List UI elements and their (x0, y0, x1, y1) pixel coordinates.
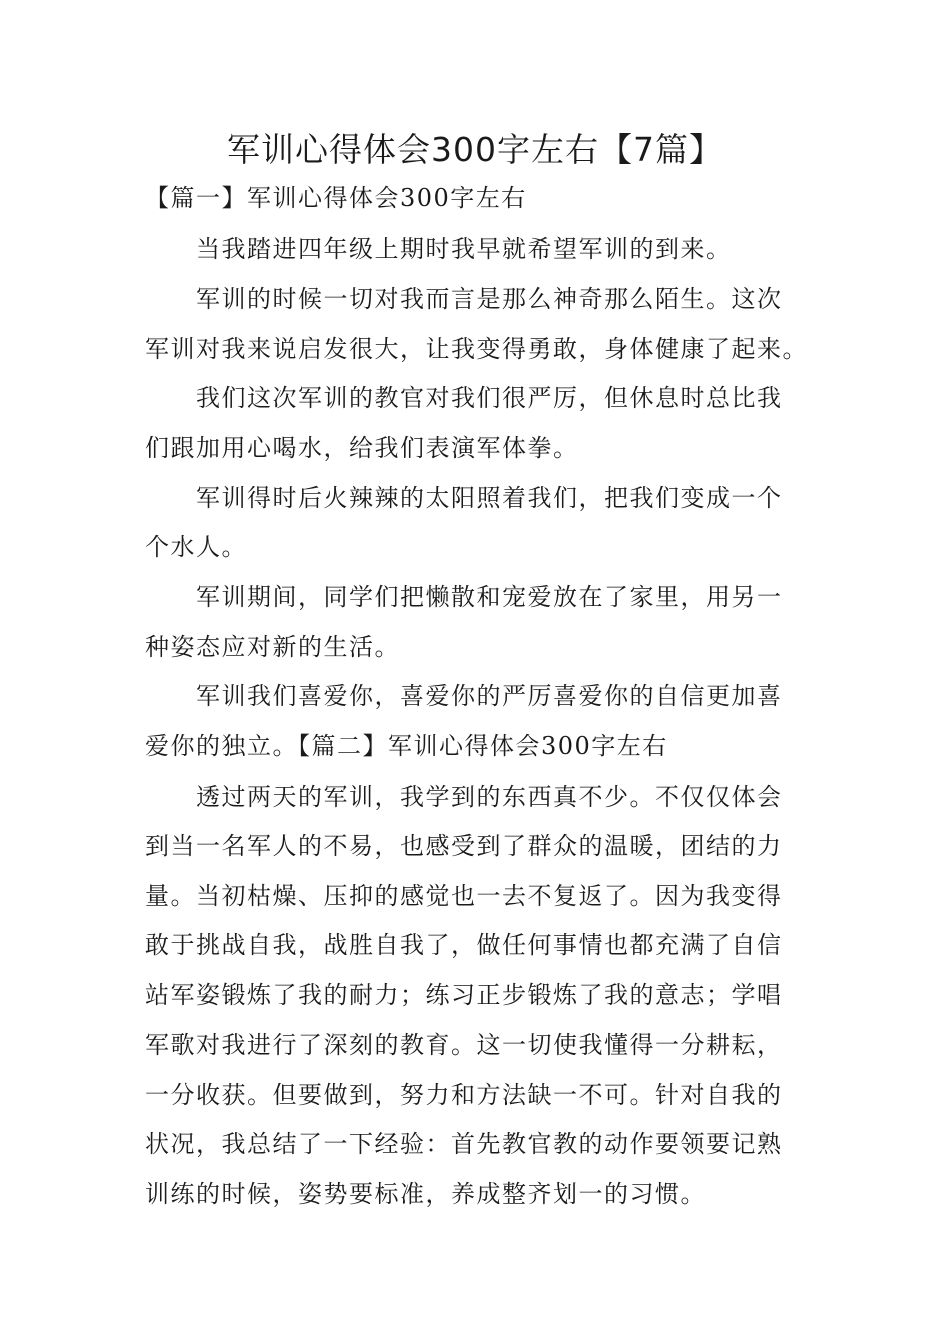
paragraph-line: 军训对我来说启发很大，让我变得勇敢，身体健康了起来。 (145, 335, 808, 363)
paragraph-line: 个水人。 (145, 533, 247, 561)
paragraph-line: 军训的时候一切对我而言是那么神奇那么陌生。这次 (196, 285, 783, 313)
paragraph-line: 们跟加用心喝水，给我们表演军体拳。 (145, 434, 579, 462)
document-title: 军训心得体会300字左右【7篇】 (227, 130, 723, 169)
paragraph-line: 状况，我总结了一下经验：首先教官教的动作要领要记熟 (145, 1130, 783, 1158)
section-heading-1: 【篇一】军训心得体会300字左右 (145, 184, 527, 212)
paragraph-line: 透过两天的军训，我学到的东西真不少。不仅仅体会 (196, 783, 783, 811)
paragraph-line: 军训期间，同学们把懒散和宠爱放在了家里，用另一 (196, 583, 783, 611)
paragraph-line: 我们这次军训的教官对我们很严厉，但休息时总比我 (196, 384, 783, 412)
paragraph-line: 军训我们喜爱你，喜爱你的严厉喜爱你的自信更加喜 (196, 682, 783, 710)
paragraph-line: 爱你的独立。【篇二】军训心得体会300字左右 (145, 732, 668, 760)
paragraph-line: 当我踏进四年级上期时我早就希望军训的到来。 (196, 235, 732, 263)
paragraph-line: 量。当初枯燥、压抑的感觉也一去不复返了。因为我变得 (145, 882, 783, 910)
paragraph-line: 军歌对我进行了深刻的教育。这一切使我懂得一分耕耘， (145, 1031, 783, 1059)
paragraph-line: 站军姿锻炼了我的耐力；练习正步锻炼了我的意志；学唱 (145, 981, 783, 1009)
paragraph-line: 一分收获。但要做到，努力和方法缺一不可。针对自我的 (145, 1081, 783, 1109)
paragraph-line: 敢于挑战自我，战胜自我了，做任何事情也都充满了自信 (145, 931, 783, 959)
paragraph-line: 军训得时后火辣辣的太阳照着我们，把我们变成一个 (196, 484, 783, 512)
paragraph-line: 训练的时候，姿势要标准，养成整齐划一的习惯。 (145, 1180, 706, 1208)
paragraph-line: 到当一名军人的不易，也感受到了群众的温暖，团结的力 (145, 832, 783, 860)
paragraph-line: 种姿态应对新的生活。 (145, 633, 400, 661)
